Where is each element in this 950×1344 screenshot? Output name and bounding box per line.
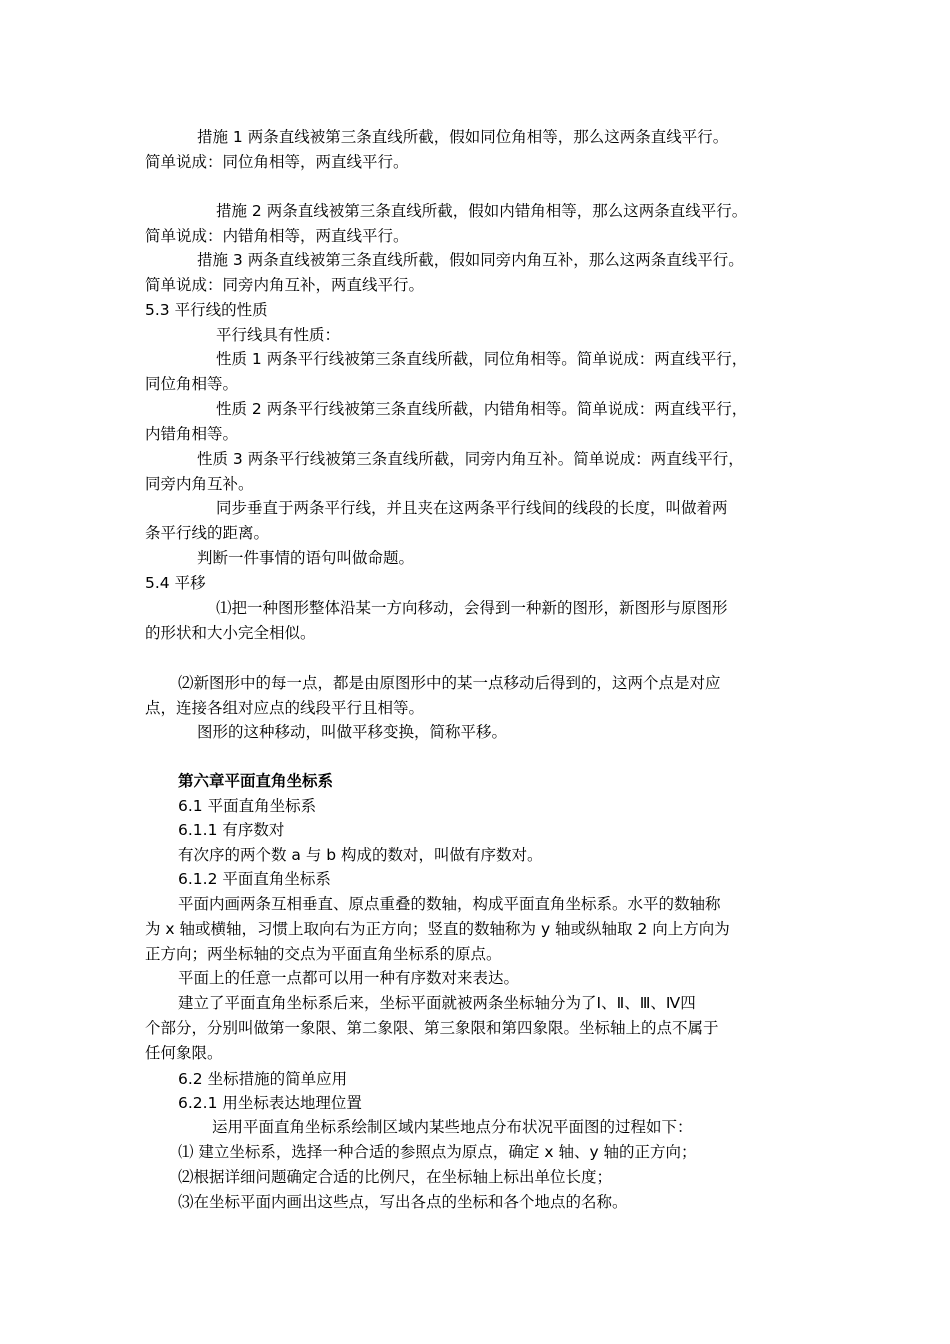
method-1-line: 措施 1 两条直线被第三条直线所截，假如同位角相等，那么这两条直线平行。 [197,128,729,146]
section-6-1-2-heading: 6.1.2 平面直角坐标系 [178,870,331,888]
method-3-line: 措施 3 两条直线被第三条直线所截，假如同旁内角互补，那么这两条直线平行。 [197,251,744,269]
coordinate-system-definition-3: 正方向；两坐标轴的交点为平面直角坐标系的原点。 [145,945,502,963]
property-3-continued: 同旁内角互补。 [145,475,254,493]
ordered-pair-representation: 平面上的任意一点都可以用一种有序数对来表达。 [178,969,520,987]
proposition-definition: 判断一件事情的语句叫做命题。 [197,549,415,567]
method-1-summary: 简单说成：同位角相等，两直线平行。 [145,153,409,171]
map-step-1: ⑴ 建立坐标系，选择一种合适的参照点为原点，确定 x 轴、y 轴的正方向； [178,1143,697,1161]
method-2-line: 措施 2 两条直线被第三条直线所截，假如内错角相等，那么这两条直线平行。 [216,202,748,220]
quadrants-line: 建立了平面直角坐标系后来，坐标平面就被两条坐标轴分为了Ⅰ、Ⅱ、Ⅲ、Ⅳ四 [178,994,696,1012]
section-6-1-1-heading: 6.1.1 有序数对 [178,821,285,839]
section-5-4-heading: 5.4 平移 [145,574,206,592]
translation-point-2: ⑵新图形中的每一点，都是由原图形中的某一点移动后得到的，这两个点是对应 [178,674,721,692]
property-2-line: 性质 2 两条平行线被第三条直线所截，内错角相等。简单说成：两直线平行， [216,400,748,418]
section-6-1-heading: 6.1 平面直角坐标系 [178,797,317,815]
chapter-6-title: 第六章平面直角坐标系 [178,772,334,790]
map-process-intro: 运用平面直角坐标系绘制区域内某些地点分布状况平面图的过程如下： [212,1118,693,1136]
parallel-distance-line: 同步垂直于两条平行线，并且夹在这两条平行线间的线段的长度，叫做着两 [216,499,728,517]
map-step-3: ⑶在坐标平面内画出这些点，写出各点的坐标和各个地点的名称。 [178,1193,628,1211]
parallel-properties-intro: 平行线具有性质： [216,326,341,344]
translation-point-2-continued: 点，连接各组对应点的线段平行且相等。 [145,699,425,717]
coordinate-system-definition-2: 为 x 轴或横轴，习惯上取向右为正方向；竖直的数轴称为 y 轴或纵轴取 2 向上方向为 [145,920,730,938]
parallel-distance-continued: 条平行线的距离。 [145,524,270,542]
translation-definition: 图形的这种移动，叫做平移变换，简称平移。 [197,723,508,741]
translation-point-1: ⑴把一种图形整体沿某一方向移动，会得到一种新的图形，新图形与原图形 [216,599,728,617]
section-5-3-heading: 5.3 平行线的性质 [145,301,268,319]
section-6-2-1-heading: 6.2.1 用坐标表达地理位置 [178,1094,362,1112]
ordered-pair-definition: 有次序的两个数 a 与 b 构成的数对，叫做有序数对。 [178,846,543,864]
property-1-continued: 同位角相等。 [145,375,239,393]
quadrants-line-3: 任何象限。 [145,1044,223,1062]
section-6-2-heading: 6.2 坐标措施的简单应用 [178,1070,348,1088]
method-3-summary: 简单说成：同旁内角互补，两直线平行。 [145,276,425,294]
property-1-line: 性质 1 两条平行线被第三条直线所截，同位角相等。简单说成：两直线平行， [216,350,748,368]
property-3-line: 性质 3 两条平行线被第三条直线所截，同旁内角互补。简单说成：两直线平行， [197,450,744,468]
translation-point-1-continued: 的形状和大小完全相似。 [145,624,316,642]
coordinate-system-definition: 平面内画两条互相垂直、原点重叠的数轴，构成平面直角坐标系。水平的数轴称 [178,895,721,913]
map-step-2: ⑵根据详细问题确定合适的比例尺，在坐标轴上标出单位长度； [178,1168,613,1186]
method-2-summary: 简单说成：内错角相等，两直线平行。 [145,227,409,245]
quadrants-line-2: 个部分，分别叫做第一象限、第二象限、第三象限和第四象限。坐标轴上的点不属于 [145,1019,719,1037]
property-2-continued: 内错角相等。 [145,425,239,443]
